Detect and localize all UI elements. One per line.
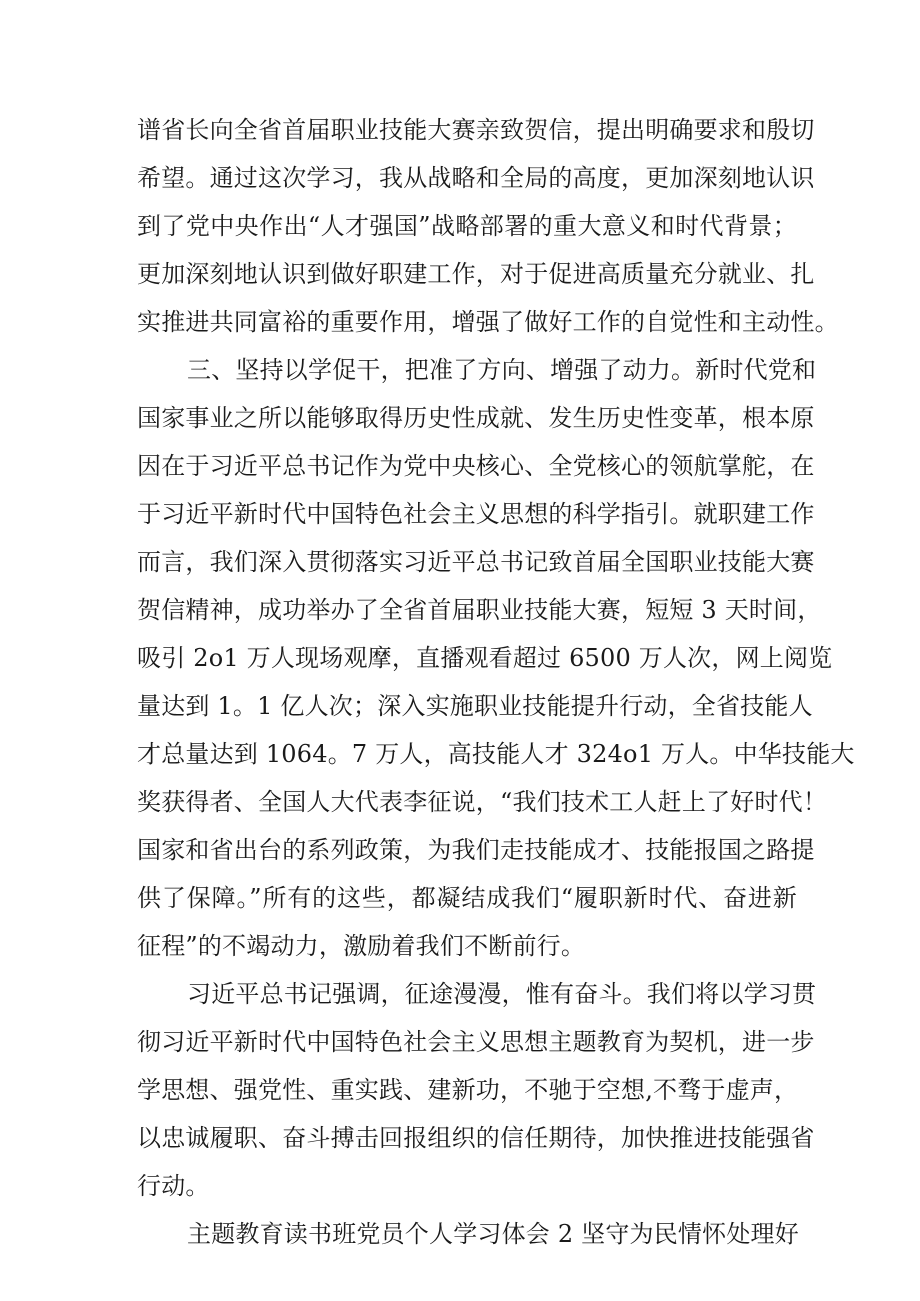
paragraph-start-line: 主题教育读书班党员个人学习体会 2 坚守为民情怀处理好	[187, 1220, 799, 1248]
text-line: 国家事业之所以能够取得历史性成就、发生历史性变革，根本原	[137, 404, 815, 432]
text-line: 于习近平新时代中国特色社会主义思想的科学指引。就职建工作	[137, 500, 815, 528]
text-line: 以忠诚履职、奋斗搏击回报组织的信任期待，加快推进技能强省	[137, 1124, 815, 1152]
text-line: 因在于习近平总书记作为党中央核心、全党核心的领航掌舵，在	[137, 452, 815, 480]
text-line: 量达到 1。1 亿人次；深入实施职业技能提升行动，全省技能人	[137, 692, 813, 720]
text-line: 谱省长向全省首届职业技能大赛亲致贺信，提出明确要求和殷切	[137, 116, 815, 144]
text-line: 而言，我们深入贯彻落实习近平总书记致首届全国职业技能大赛	[137, 548, 815, 576]
text-line: 实推进共同富裕的重要作用，增强了做好工作的自觉性和主动性。	[137, 308, 839, 336]
paragraph-start-line: 三、坚持以学促干，把准了方向、增强了动力。新时代党和	[187, 356, 817, 384]
text-line: 才总量达到 1064。7 万人，高技能人才 324o1 万人。中华技能大	[137, 740, 855, 768]
text-line: 奖获得者、全国人大代表李征说，“我们技术工人赶上了好时代！	[137, 788, 828, 816]
text-line: 到了党中央作出“人才强国”战略部署的重大意义和时代背景；	[137, 212, 797, 240]
paragraph-start-line: 习近平总书记强调，征途漫漫，惟有奋斗。我们将以学习贯	[187, 980, 817, 1008]
text-line: 学思想、强党性、重实践、建新功，不驰于空想,不骛于虚声，	[137, 1076, 799, 1104]
text-line: 彻习近平新时代中国特色社会主义思想主题教育为契机，进一步	[137, 1028, 815, 1056]
text-line: 行动。	[137, 1172, 210, 1200]
text-line: 希望。通过这次学习，我从战略和全局的高度，更加深刻地认识	[137, 164, 815, 192]
text-line: 吸引 2o1 万人现场观摩，直播观看超过 6500 万人次，网上阅览	[137, 644, 833, 672]
text-line: 贺信精神，成功举办了全省首届职业技能大赛，短短 3 天时间，	[137, 596, 822, 624]
text-line: 更加深刻地认识到做好职建工作，对于促进高质量充分就业、扎	[137, 260, 815, 288]
text-line: 国家和省出台的系列政策，为我们走技能成才、技能报国之路提	[137, 836, 815, 864]
text-line: 供了保障。”所有的这些，都凝结成我们“履职新时代、奋进新	[137, 884, 797, 912]
text-line: 征程”的不竭动力，激励着我们不断前行。	[137, 932, 586, 960]
